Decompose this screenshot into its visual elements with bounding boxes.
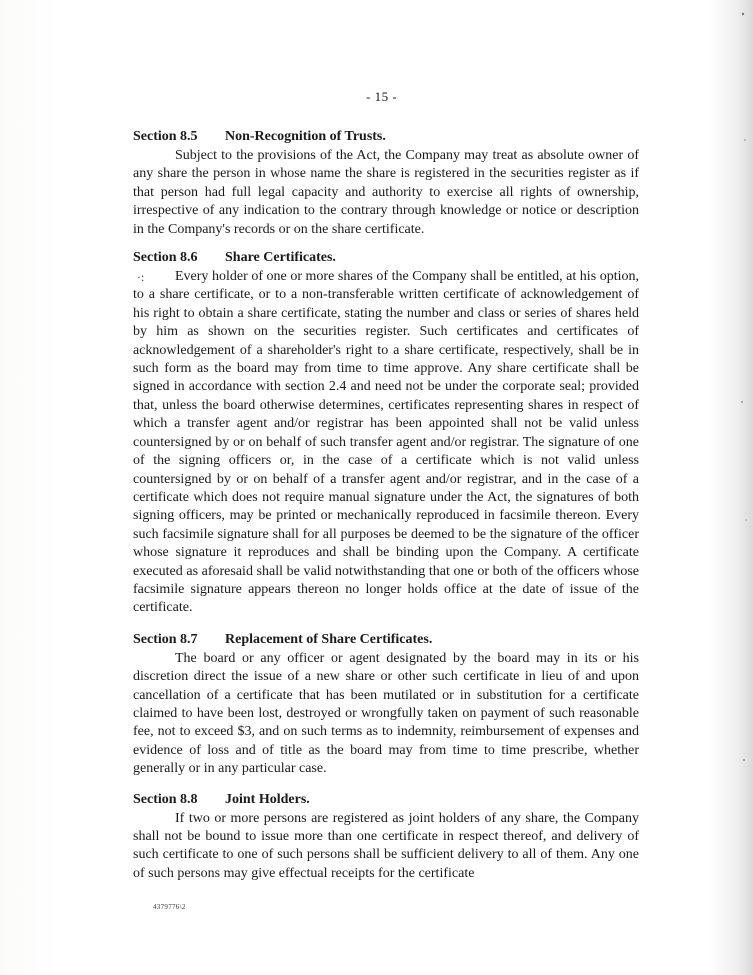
section-number: Section 8.7 [133, 631, 198, 647]
margin-mark: ·: [137, 270, 145, 284]
section-text: If two or more persons are registered as joint holders of any share, the Company shall not be bound to issue more than one certificate in respect thereof, and delivery of such certificate to one of such persons shall be sufficient delivery to all of them. Any one of such persons may give effectual receipts for the certificate [133, 810, 639, 881]
section-heading [133, 128, 639, 146]
section-8-7 [133, 631, 639, 779]
section-text: Subject to the provisions of the Act, the Company may treat as absolute owner of any share the person in whose name the share is registered in the securities register as if that person had full legal capacity and authority to exercise all rights of ownership, irrespective of any indication to the contrary through knowledge or notice or description in the Company's records or on the share certificate. [133, 148, 639, 237]
section-heading [133, 249, 639, 267]
document-body [133, 128, 639, 883]
section-title: Share Certificates. [225, 250, 336, 266]
section-8-6 [133, 249, 639, 618]
section-text: Every holder of one or more shares of the Company shall be entitled, at his option, to a share certificate, or to a non-transferable written certificate of acknowledgement of his right to obtain a share certificate, stating the number and class or series of shares held by him as shown on the securities register. Such certificates and certificates of acknowledgement of a shareholder's right to a share certificate, respectively, shall be in such form as the board may from time to time approve. Any share certificate shall be signed in accordance with section 2.4 and need not be under the corporate seal; provided that, unless the board otherwise determines, certificates representing shares in respect of which a transfer agent and/or registrar has been appointed shall not be valid unless countersigned by or on behalf of such transfer agent and/or registrar. The signature of one of the signing officers or, in the case of a certificate which is not valid unless countersigned by or on behalf of a transfer agent and/or registrar, and in the case of a certificate which does not require manual signature under the Act, the signatures of both signing officers, may be printed or mechanically reproduced in facsimile thereon. Every such facsimile signature shall for all purposes be deemed to be the signature of the officer whose signature it reproduces and shall be binding upon the Company. A certificate executed as aforesaid shall be valid notwithstanding that one or both of the officers whose facsimile signature appears thereon no longer holds office at the date of issue of the certificate. [133, 269, 639, 616]
section-number: Section 8.8 [133, 791, 198, 807]
section-number: Section 8.6 [133, 250, 198, 266]
section-title: Replacement of Share Certificates. [225, 631, 433, 647]
section-number: Section 8.5 [133, 129, 198, 144]
section-8-8 [133, 791, 639, 884]
page-number: - 15 - [366, 89, 398, 104]
section-title: Joint Holders. [225, 791, 310, 807]
section-title: Non-Recognition of Trusts. [225, 129, 386, 144]
document-reference: 4379776\2 [153, 903, 186, 911]
scan-edge-specks [737, 0, 751, 975]
section-heading [133, 631, 639, 649]
section-8-5 [133, 128, 639, 239]
section-text: The board or any officer or agent designated by the board may in its or his discretion direct the issue of a new share or other such certificate in lieu of and upon cancellation of a certificate that has been mutilated or in substitution for a certificate claimed to have been lost, destroyed or wrongfully taken on payment of such reasonable fee, not to exceed $3, and on such terms as to indemnity, reimbursement of expenses and evidence of loss and of title as the board may from time to time prescribe, whether generally or in any particular case. [133, 650, 639, 777]
section-heading [133, 791, 639, 809]
